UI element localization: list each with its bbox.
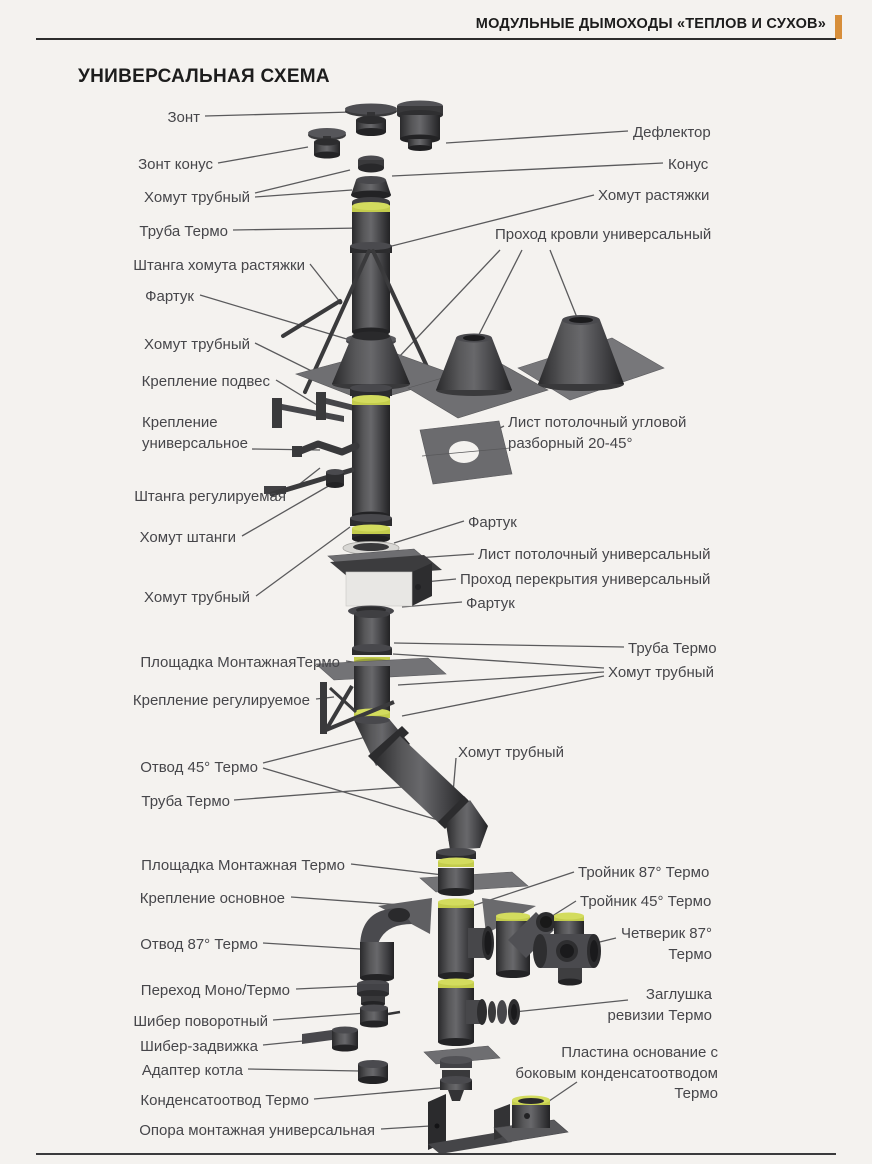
part-label: Хомут трубный bbox=[144, 189, 250, 206]
part-list-uglovoy bbox=[420, 421, 512, 484]
part-label: Переход Моно/Термо bbox=[140, 982, 290, 999]
part-khomut-2 bbox=[350, 514, 392, 543]
part-label: Площадка Монтажная Термо bbox=[141, 857, 345, 874]
part-troinik-reviziya bbox=[438, 979, 520, 1047]
part-deflektor bbox=[397, 101, 443, 152]
part-label: Фартук bbox=[145, 288, 194, 305]
part-label: Лист потолочный угловой разборный 20-45° bbox=[508, 414, 687, 452]
part-label: Четверик 87° Термо bbox=[621, 925, 712, 963]
part-zont-konus bbox=[308, 128, 346, 159]
part-prokhod-perekrytiya bbox=[328, 549, 442, 606]
part-label: Труба Термо bbox=[628, 640, 717, 657]
part-label: Труба Термо bbox=[139, 223, 228, 240]
part-shiber-povorotny bbox=[360, 1005, 400, 1028]
part-zont bbox=[345, 104, 397, 137]
part-konus bbox=[351, 156, 391, 200]
part-khomut-3 bbox=[436, 848, 476, 867]
part-label: Зонт конус bbox=[138, 156, 213, 173]
part-truba-3 bbox=[352, 610, 392, 666]
part-truba-2 bbox=[352, 395, 390, 521]
part-label: Труба Термо bbox=[141, 793, 230, 810]
part-label: Дефлектор bbox=[633, 124, 711, 141]
part-perekhod bbox=[357, 980, 389, 1007]
part-label: Конус bbox=[668, 156, 709, 173]
part-label: Хомут трубный bbox=[608, 664, 714, 681]
part-opora bbox=[428, 1094, 512, 1154]
part-label: Площадка МонтажнаяТермо bbox=[140, 654, 340, 671]
part-otvod-87 bbox=[360, 908, 412, 982]
header-title: МОДУЛЬНЫЕ ДЫМОХОДЫ «ТЕПЛОВ И СУХОВ» bbox=[475, 16, 826, 32]
footer-rule bbox=[36, 1153, 836, 1155]
part-label: Крепление регулируемое bbox=[132, 692, 310, 709]
part-kreplenie-universalnoe bbox=[292, 444, 356, 457]
part-label: Фартук bbox=[466, 595, 515, 612]
part-label: Шибер-задвижка bbox=[140, 1038, 258, 1055]
part-label: Тройник 45° Термо bbox=[580, 893, 712, 910]
part-truba-termo-1 bbox=[350, 197, 392, 337]
part-label: Заглушка ревизии Термо bbox=[607, 986, 712, 1024]
page-title: УНИВЕРСАЛЬНАЯ СХЕМА bbox=[78, 66, 330, 87]
part-label: Штанга хомута растяжки bbox=[133, 257, 305, 274]
part-label: Шибер поворотный bbox=[133, 1013, 268, 1030]
part-label: Проход перекрытия универсальный bbox=[460, 571, 711, 588]
part-label: Отвод 45° Термо bbox=[140, 759, 258, 776]
part-shiber-zadvizhka bbox=[302, 1027, 358, 1052]
part-label: Адаптер котла bbox=[141, 1062, 243, 1079]
part-label: Зонт bbox=[167, 109, 200, 126]
part-label: Отвод 87° Термо bbox=[140, 936, 258, 953]
part-label: Пластина основание с боковым конденсатоотводом Термо bbox=[515, 1044, 718, 1103]
part-label: Крепление универсальное bbox=[142, 414, 249, 452]
part-kondensatootvod bbox=[424, 1046, 500, 1101]
part-label: Хомут трубный bbox=[144, 589, 250, 606]
part-label: Хомут штанги bbox=[139, 529, 236, 546]
part-label: Хомут растяжки bbox=[598, 187, 710, 204]
part-label: Опора монтажная универсальная bbox=[139, 1122, 375, 1139]
part-label: Конденсатоотвод Термо bbox=[140, 1092, 309, 1109]
part-label: Хомут трубный bbox=[144, 336, 250, 353]
part-adapter-kotla bbox=[358, 1060, 388, 1084]
part-truba-5 bbox=[438, 868, 474, 896]
part-label: Штанга регулируемая bbox=[134, 488, 286, 505]
part-label: Проход кровли универсальный bbox=[495, 226, 712, 243]
part-label: Лист потолочный универсальный bbox=[478, 546, 711, 563]
part-label: Тройник 87° Термо bbox=[578, 864, 710, 881]
part-label: Крепление основное bbox=[139, 890, 285, 907]
part-label: Фартук bbox=[468, 514, 517, 531]
part-khomut-1 bbox=[350, 384, 392, 396]
part-label: Крепление подвес bbox=[141, 373, 270, 390]
part-label: Хомут трубный bbox=[458, 744, 564, 761]
